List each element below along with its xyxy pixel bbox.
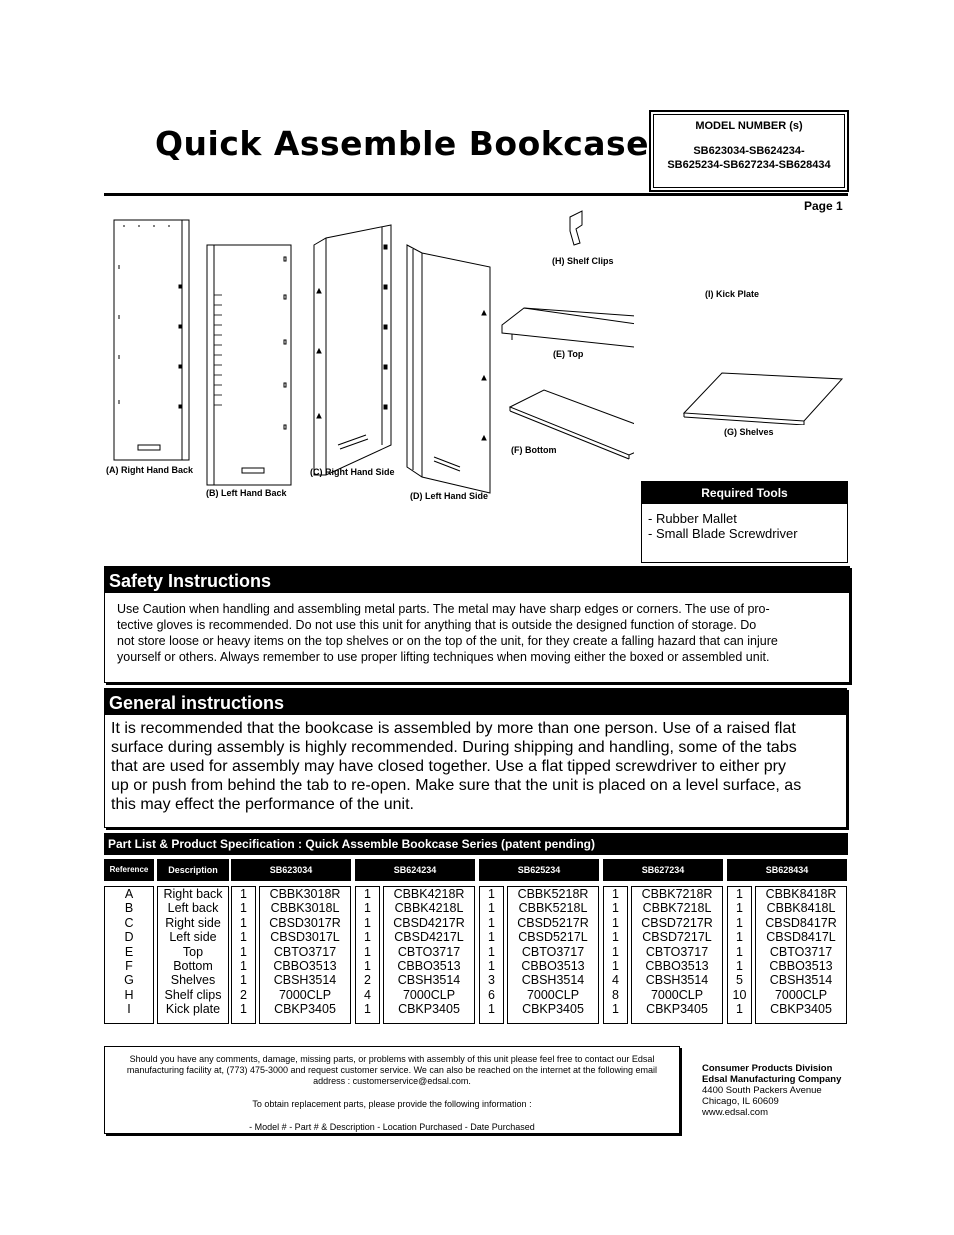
street-address: 4400 South Packers Avenue — [702, 1085, 822, 1096]
quantity-cell: 1 — [240, 901, 247, 916]
quantity-cell: 1 — [736, 959, 743, 973]
required-tools-header: Required Tools — [642, 482, 847, 504]
description-column-header: Description — [157, 859, 229, 881]
part-number-cell: 7000CLP — [402, 987, 456, 1002]
top-panel-drawing — [502, 308, 634, 355]
description-cell: Left back — [167, 901, 219, 916]
contact-line: Should you have any comments, damage, missing parts, or problems with assembly of this unit please feel free to contact our Edsal — [129, 1054, 655, 1064]
part-number-cell: CBTO3717 — [273, 944, 337, 959]
part-number-cell: CBKP3405 — [646, 1002, 708, 1017]
quantity-cell: 1 — [736, 1002, 743, 1017]
part-number-cell: CBSH3514 — [645, 973, 709, 988]
part-number-cell: CBTO3717 — [397, 944, 461, 959]
safety-text — [105, 593, 849, 665]
part-number-cell: CBBK3018R — [269, 887, 341, 901]
model-column-header: SB627234 — [603, 859, 723, 881]
caption-top: (E) Top — [553, 349, 584, 359]
description-cell: Bottom — [173, 959, 213, 973]
part-number-cell: CBSD4217L — [394, 930, 464, 945]
description-cell: Shelves — [170, 973, 216, 988]
part-number-cell: CBTO3717 — [521, 944, 585, 959]
contact-line: - Model # - Part # & Description - Location Purchased - Date Purchased — [249, 1122, 535, 1132]
model-number-label: MODEL NUMBER (s) — [695, 120, 803, 132]
quantity-cell: 1 — [612, 887, 619, 901]
part-number-cell: CBSD8417R — [765, 915, 837, 930]
description-cell: Shelf clips — [164, 987, 222, 1002]
quantity-cell: 1 — [612, 930, 619, 945]
contact-email-line: address : customerservice@edsal.com. — [313, 1076, 471, 1086]
quantity-cell: 1 — [488, 1002, 495, 1017]
quantity-cell: 1 — [240, 944, 247, 959]
quantity-cell: 1 — [364, 959, 371, 973]
part-number-cell: CBBK3018L — [270, 901, 340, 916]
reference-cell: C — [124, 915, 134, 930]
parts-list-header: Part List & Product Specification : Quick Assemble Bookcase Series (patent pending) — [104, 833, 848, 855]
safety-line: Use Caution when handling and assembling metal parts. The metal may have sharp edges or corners. The use of pro- — [117, 602, 770, 616]
description-cell: Kick plate — [165, 1002, 221, 1017]
quantity-cell: 1 — [488, 944, 495, 959]
quantity-cell: 1 — [364, 1002, 371, 1017]
quantity-cell: 1 — [736, 901, 743, 916]
part-number-cell: CBBO3513 — [397, 959, 461, 973]
general-header: General instructions — [105, 689, 846, 715]
quantity-cell: 4 — [612, 973, 619, 988]
part-number-cell: CBKP3405 — [274, 1002, 336, 1017]
safety-section — [104, 566, 850, 683]
caption-left-hand-back: (B) Left Hand Back — [206, 488, 287, 498]
left-hand-back-drawing — [207, 245, 291, 485]
quantity-cell: 2 — [364, 973, 371, 988]
part-number-cell: 7000CLP — [278, 987, 332, 1002]
quantity-cell: 1 — [488, 901, 495, 916]
quantity-cell: 1 — [364, 901, 371, 916]
reference-column-header: Reference — [104, 859, 154, 881]
part-number-cell: CBTO3717 — [769, 944, 833, 959]
part-number-cell: CBSD3017R — [269, 915, 341, 930]
reference-cell: G — [124, 973, 134, 988]
safety-line: not store loose or heavy items on the top shelves or on the top of the unit, for they create a falling hazard that can injure — [117, 634, 778, 648]
description-cell: Top — [182, 944, 204, 959]
part-number-cell: CBBO3513 — [645, 959, 709, 973]
reference-cell: E — [124, 944, 134, 959]
caption-shelf-clips: (H) Shelf Clips — [552, 256, 614, 266]
general-line: this may effect the performance of the unit. — [111, 796, 414, 813]
quantity-cell: 1 — [488, 930, 495, 945]
part-number-cell: CBSD4217R — [393, 915, 465, 930]
header-rule — [104, 193, 848, 196]
part-number-cell: CBSH3514 — [769, 973, 833, 988]
part-number-cell: CBBO3513 — [769, 959, 833, 973]
division-name: Consumer Products Division — [702, 1063, 833, 1074]
quantity-cell: 1 — [612, 944, 619, 959]
model-column-header: SB628434 — [727, 859, 847, 881]
part-number-cell: CBSD8417L — [766, 930, 836, 945]
part-number-cell: CBSD5217L — [518, 930, 588, 945]
general-line: surface during assembly is highly recommended. During shipping and handling, some of the tabs — [111, 739, 797, 756]
part-number-cell: CBSH3514 — [521, 973, 585, 988]
description-cell: Right side — [165, 915, 221, 930]
quantity-cell: 1 — [612, 915, 619, 930]
reference-cell: A — [124, 887, 134, 901]
part-number-cell: CBSD7217L — [642, 930, 712, 945]
reference-cell: I — [127, 1002, 131, 1017]
model-column-header: SB625234 — [479, 859, 599, 881]
part-number-cell: CBSD7217R — [641, 915, 713, 930]
page-number: Page 1 — [804, 199, 843, 213]
caption-kick-plate: (I) Kick Plate — [705, 289, 760, 299]
caption-bottom: (F) Bottom — [511, 445, 557, 455]
reference-cell: B — [124, 901, 134, 916]
quantity-cell: 1 — [612, 1002, 619, 1017]
quantity-cell: 1 — [240, 959, 247, 973]
part-number-cell: CBBO3513 — [273, 959, 337, 973]
model-column-header: SB623034 — [231, 859, 351, 881]
model-number-box — [649, 110, 849, 192]
quantity-cell: 1 — [736, 930, 743, 945]
part-number-cell: 7000CLP — [774, 987, 828, 1002]
part-number-cell: CBKP3405 — [522, 1002, 584, 1017]
model-column-header: SB624234 — [355, 859, 475, 881]
quantity-cell: 6 — [488, 987, 495, 1002]
quantity-cell: 1 — [736, 944, 743, 959]
page-title: Quick Assemble Bookcase — [155, 124, 650, 163]
part-number-cell: CBBK7218L — [642, 901, 712, 916]
tool-item: - Small Blade Screwdriver — [648, 526, 798, 541]
caption-right-hand-back: (A) Right Hand Back — [106, 465, 194, 475]
quantity-cell: 1 — [364, 915, 371, 930]
description-cell: Right back — [163, 887, 223, 901]
quantity-cell: 1 — [364, 944, 371, 959]
part-number-cell: CBSD5217R — [517, 915, 589, 930]
part-number-cell: 7000CLP — [526, 987, 580, 1002]
quantity-cell: 1 — [240, 1002, 247, 1017]
part-number-cell: CBKP3405 — [770, 1002, 832, 1017]
shelf-clips-drawing — [570, 211, 582, 245]
company-address — [702, 1063, 841, 1118]
quantity-cell: 1 — [240, 887, 247, 901]
part-number-cell: CBBK7218R — [641, 887, 713, 901]
quantity-cell: 8 — [612, 987, 619, 1002]
contact-box — [104, 1046, 680, 1134]
website-link[interactable]: www.edsal.com — [702, 1107, 768, 1118]
part-number-cell: CBTO3717 — [645, 944, 709, 959]
quantity-cell: 1 — [240, 930, 247, 945]
quantity-cell: 4 — [364, 987, 371, 1002]
contact-line: To obtain replacement parts, please provide the following information : — [252, 1099, 532, 1109]
part-number-cell: 7000CLP — [650, 987, 704, 1002]
general-line: that are used for assembly may have closed together. Use a flat tipped screwdriver to either pry — [111, 758, 786, 775]
part-number-cell: CBKP3405 — [398, 1002, 460, 1017]
part-number-cell: CBSH3514 — [273, 973, 337, 988]
reference-cell: D — [124, 930, 134, 945]
part-number-cell: CBBK5218L — [518, 901, 588, 916]
quantity-cell: 1 — [488, 959, 495, 973]
general-line: up or push from behind the tab to re-open. Make sure that the unit is placed on a level surface, as — [111, 777, 802, 794]
part-number-cell: CBBO3513 — [521, 959, 585, 973]
model-numbers-line2: SB625234-SB627234-SB628434 — [667, 159, 831, 171]
part-number-cell: CBBK5218R — [517, 887, 589, 901]
quantity-cell: 1 — [488, 915, 495, 930]
quantity-cell: 1 — [240, 973, 247, 988]
general-section — [104, 688, 847, 828]
right-hand-back-drawing — [114, 220, 189, 460]
description-cell: Left side — [169, 930, 217, 945]
quantity-cell: 10 — [732, 987, 747, 1002]
quantity-cell: 2 — [240, 987, 247, 1002]
quantity-cell: 1 — [612, 959, 619, 973]
city-state-zip: Chicago, IL 60609 — [702, 1096, 779, 1107]
company-name: Edsal Manufacturing Company — [702, 1074, 842, 1085]
right-hand-side-drawing — [314, 225, 391, 475]
model-numbers-line1: SB623034-SB624234- — [693, 145, 805, 157]
part-number-cell: CBBK4218L — [394, 901, 464, 916]
safety-line: tective gloves is recommended. Do not use this unit for anything that is outside the designed function of storage. Do — [117, 618, 757, 632]
part-number-cell: CBSH3514 — [397, 973, 461, 988]
quantity-cell: 1 — [736, 887, 743, 901]
quantity-cell: 1 — [364, 930, 371, 945]
quantity-cell: 1 — [240, 915, 247, 930]
safety-line: yourself or others. Always remember to use proper lifting techniques when moving either the boxed or assembled unit. — [117, 650, 770, 664]
quantity-cell: 3 — [488, 973, 495, 988]
left-hand-side-drawing — [407, 245, 490, 493]
quantity-cell: 5 — [736, 973, 743, 988]
caption-left-hand-side: (D) Left Hand Side — [410, 491, 488, 501]
contact-line: manufacturing facility at, (773) 475-3000 and request customer service. We can also be reached on the internet at the following email — [126, 1065, 658, 1075]
part-number-cell: CBBK4218R — [393, 887, 465, 901]
caption-right-hand-side: (C) Right Hand Side — [310, 467, 395, 477]
part-number-cell: CBBK8418R — [765, 887, 837, 901]
required-tools-box — [641, 481, 848, 563]
part-number-cell: CBBK8418L — [766, 901, 836, 916]
general-text — [105, 715, 846, 814]
tool-item: - Rubber Mallet — [648, 511, 737, 526]
quantity-cell: 1 — [488, 887, 495, 901]
safety-header: Safety Instructions — [105, 567, 849, 593]
reference-cell: H — [124, 987, 134, 1002]
general-line: It is recommended that the bookcase is assembled by more than one person. Use of a raised flat — [111, 720, 796, 737]
quantity-cell: 1 — [736, 915, 743, 930]
caption-shelves: (G) Shelves — [724, 427, 774, 437]
quantity-cell: 1 — [612, 901, 619, 916]
quantity-cell: 1 — [364, 887, 371, 901]
part-number-cell: CBSD3017L — [270, 930, 340, 945]
shelves-drawing — [680, 365, 850, 425]
reference-cell: F — [125, 959, 133, 973]
